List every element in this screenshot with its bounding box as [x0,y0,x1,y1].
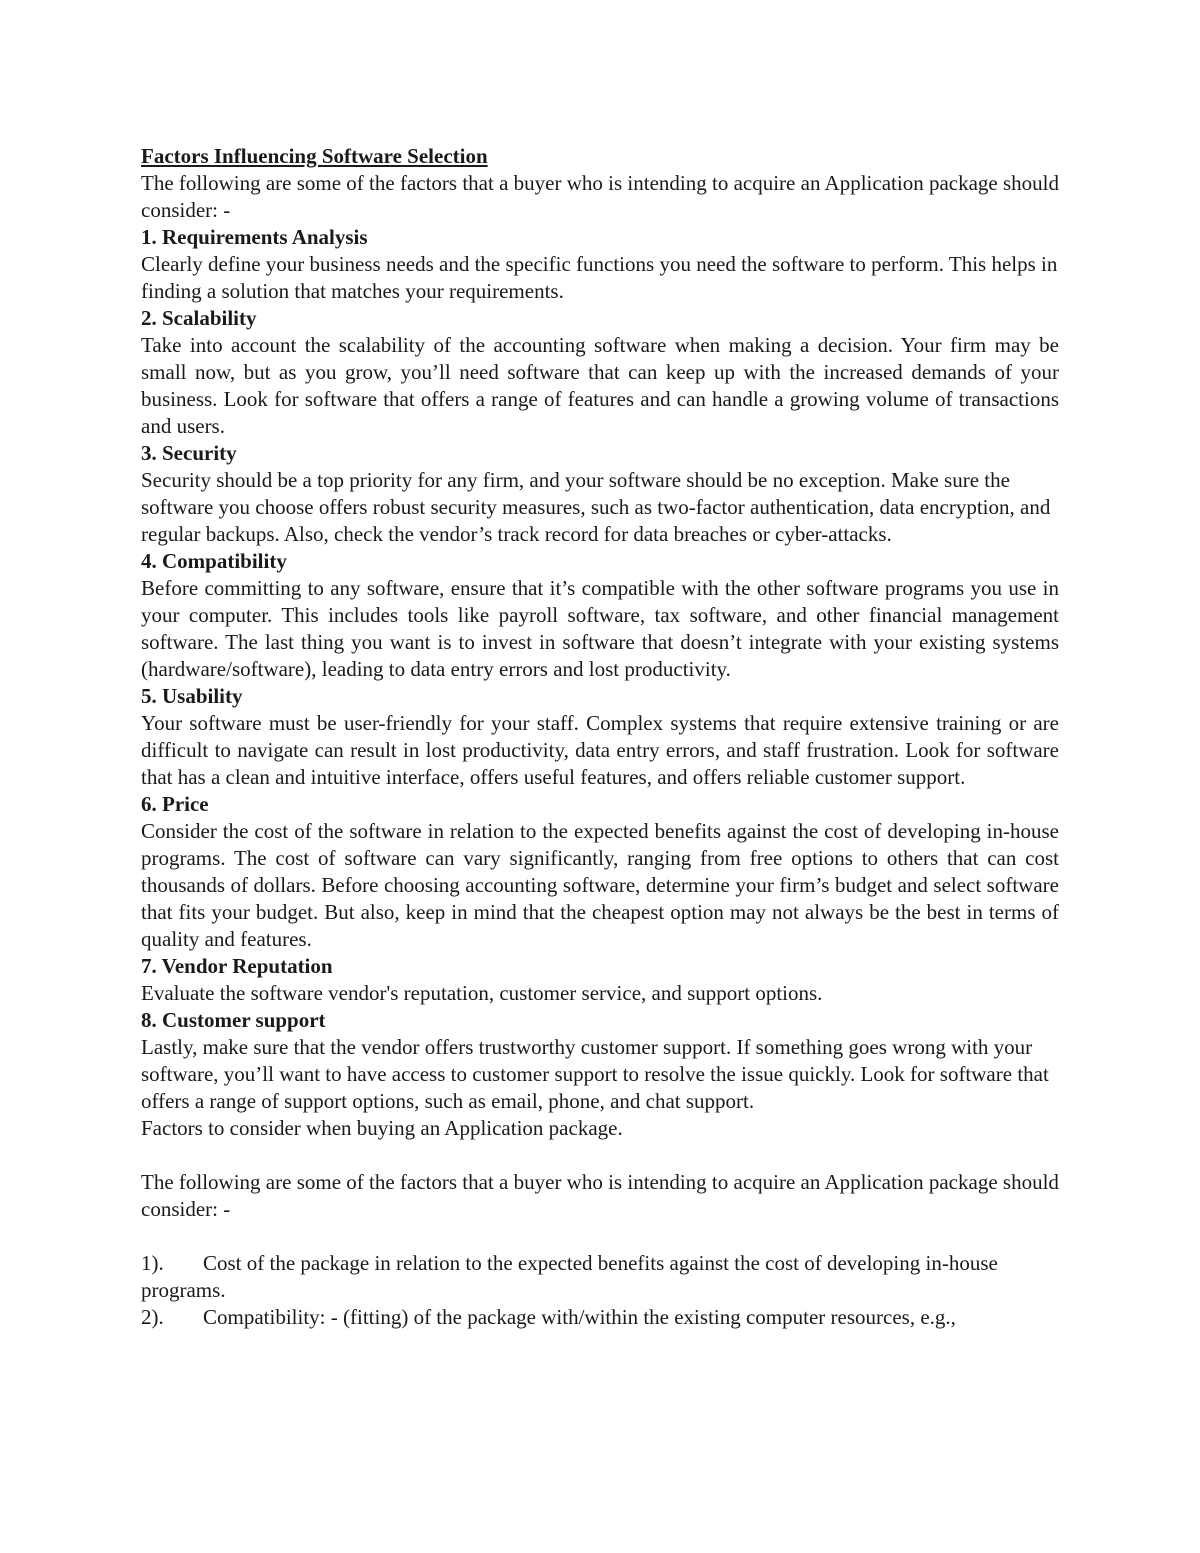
section-scalability [141,305,1059,440]
document-title: Factors Influencing Software Selection [141,144,488,168]
closing-line: Factors to consider when buying an Application package. [141,1116,623,1140]
section-customer-support [141,1007,1059,1115]
section-heading: 2. Scalability [141,306,257,330]
numbered-item [141,1304,1059,1331]
section-body: Before committing to any software, ensure that it’s compatible with the other software programs you use in your computer. This includes tools like payroll software, tax software, and other financial management software. The last thing you want is to invest in software that doesn’t integrate with your existing systems (hardware/software), leading to data entry errors and lost productivity. [141,576,1059,681]
section-heading: 4. Compatibility [141,549,287,573]
section-body: Take into account the scalability of the accounting software when making a decision. Your firm may be small now, but as you grow, you’ll need software that can keep up with the increased demands of your business. Look for software that offers a range of features and can handle a growing volume of transactions and users. [141,333,1059,438]
section-price [141,791,1059,953]
section-heading: 3. Security [141,441,237,465]
item-number: 2). [141,1305,164,1329]
section-body: Your software must be user-friendly for your staff. Complex systems that require extensive training or are difficult to navigate can result in lost productivity, data entry errors, and staff frustration. Look for software that has a clean and intuitive interface, offers useful features, and offers reliable customer support. [141,711,1059,789]
section-security [141,440,1059,548]
document-page [141,143,1059,1331]
numbered-item [141,1250,1059,1304]
section-body: Consider the cost of the software in relation to the expected benefits against the cost of developing in-house programs. The cost of software can vary significantly, ranging from free options to others that can cost thousands of dollars. Before choosing accounting software, determine your firm’s budget and select software that fits your budget. But also, keep in mind that the cheapest option may not always be the best in terms of quality and features. [141,819,1059,951]
blank-line [141,1223,1059,1250]
section-body: Evaluate the software vendor's reputation, customer service, and support options. [141,981,823,1005]
blank-line [141,1142,1059,1169]
section-heading: 8. Customer support [141,1008,326,1032]
section-heading: 1. Requirements Analysis [141,225,368,249]
section-body: Security should be a top priority for any firm, and your software should be no exception. Make sure the software you choose offers robust security measures, such as two-factor authentication, data encryption, and regular backups. Also, check the vendor’s track record for data breaches or cyber-attacks. [141,468,1051,546]
item-text: Compatibility: - (fitting) of the package with/within the existing computer resources, e.g., [203,1305,956,1329]
intro-paragraph: The following are some of the factors that a buyer who is intending to acquire an Application package should consider: - [141,171,1059,222]
section-usability [141,683,1059,791]
section-vendor-reputation [141,953,1059,1007]
second-intro-paragraph: The following are some of the factors that a buyer who is intending to acquire an Application package should consider: - [141,1170,1059,1221]
section-heading: 6. Price [141,792,209,816]
section-compatibility [141,548,1059,683]
item-text: Cost of the package in relation to the expected benefits against the cost of developing in-house programs. [141,1251,998,1302]
item-number: 1). [141,1251,164,1275]
section-body: Clearly define your business needs and the specific functions you need the software to perform. This helps in finding a solution that matches your requirements. [141,252,1058,303]
section-requirements [141,224,1059,305]
section-heading: 7. Vendor Reputation [141,954,333,978]
section-heading: 5. Usability [141,684,243,708]
section-body: Lastly, make sure that the vendor offers trustworthy customer support. If something goes wrong with your software, you’ll want to have access to customer support to resolve the issue quickly. Look for software that offers a range of support options, such as email, phone, and chat support. [141,1035,1049,1113]
